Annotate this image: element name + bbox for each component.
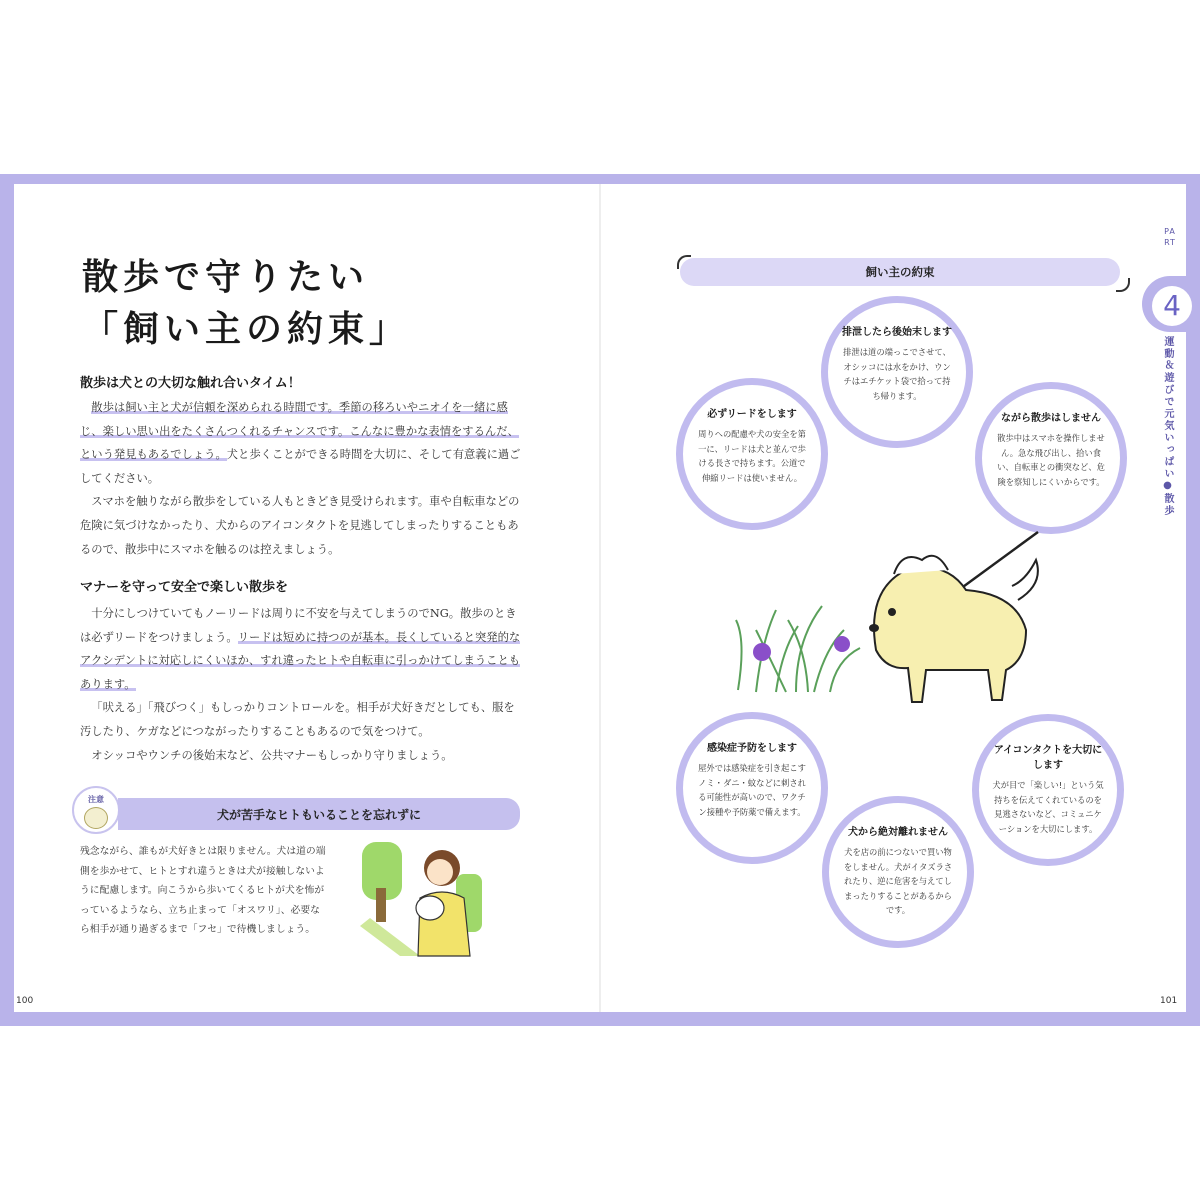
mascot-face-icon — [84, 807, 108, 829]
section-1-heading: 散歩は犬との大切な触れ合いタイム！ — [80, 376, 301, 391]
caution-badge-label: 注意 — [88, 795, 104, 804]
promise-circle — [972, 714, 1124, 866]
paragraph-text: 十分にしつけていてもノーリードは周りに不安を与えてしまうのでNG。散歩のときは必ずリードをつけましょう。 — [80, 607, 517, 644]
person-face — [427, 859, 453, 885]
dog-nose — [869, 624, 879, 632]
dog-body — [874, 568, 1026, 703]
section-1-paragraph-1 — [80, 396, 524, 490]
promise-box-title: 飼い主の約束 — [865, 265, 935, 279]
promise-title: 感染症予防をします — [707, 743, 797, 754]
promise-title: 必ずリードをします — [707, 409, 797, 420]
caution-badge — [72, 786, 120, 834]
flower-icon — [834, 636, 850, 652]
path-ground — [360, 918, 420, 956]
paragraph-text: 犬と歩くことができる時間を大切に、そして有意義に過ごしてください。 — [80, 448, 521, 485]
flower-icon — [753, 643, 771, 661]
promise-circle — [821, 296, 973, 448]
section-2-paragraph-2: 「吠える」「飛びつく」もしっかりコントロールを。相手が犬好きだとしても、服を汚したり、ケガなどにつながったりすることもあるので気をつけて。 — [80, 701, 515, 738]
highlight-text: リードは短めに持つのが基本。長 — [237, 630, 408, 644]
promise-title: 犬から絶対離れません — [848, 827, 948, 838]
highlight-text: イを一緒に感じ、楽しい思い出をたくさんつくれるチャンスです。こんなに — [80, 401, 508, 438]
highlight-text: 散歩は飼い主と犬が信頼を深められる時間です。季節の移ろいやニオ — [91, 401, 441, 414]
promise-body: 犬を店の前につないで買い物をしません。犬がイタズラされたり、逆に危害を与えてしまったりすることがあるからです。 — [843, 847, 953, 915]
promise-circle — [975, 382, 1127, 534]
section-2-body — [80, 602, 524, 767]
section-1-paragraph-2: スマホを触りながら散歩をしている人もときどき見受けられます。車や自転車などの危険に気づけなかったり、犬からのアイコンタクトを見逃してしまったりすることもあるので、散歩中にスマホを触るのは控えましょう。 — [80, 495, 520, 556]
dog-tail — [1012, 560, 1038, 600]
section-1-body — [80, 396, 524, 561]
promise-body: 屋外では感染症を引き起こすノミ・ダニ・蚊などに刺される可能性が高いので、ワクチン接種や予防薬で備えます。 — [698, 763, 806, 817]
section-2-paragraph-3: オシッコやウンチの後始末など、公共マナーもしっかり守りましょう。 — [91, 748, 453, 762]
promise-circle — [676, 378, 828, 530]
page-title — [82, 252, 410, 356]
promise-body: 排泄は道の端っこでさせて、オシッコには水をかけ、ウンチはエチケット袋で拾って持ち帰ります。 — [843, 347, 951, 401]
title-line-1: 散歩で守りたい — [82, 257, 370, 298]
highlight-text: 自転車に引っかけてしまうこともあります。 — [80, 654, 521, 691]
chapter-title-vertical: 運動＆遊びで元気いっぱい●散歩 — [1162, 336, 1173, 517]
promise-title: 排泄したら後始末します — [842, 327, 952, 338]
highlight-text: くしていると突発的なアクシデントに対応しにくいほか、すれ違ったヒトや — [80, 630, 521, 668]
promise-body: 周りへの配慮や犬の安全を第一に、リードは犬と並んで歩ける長さで持ちます。公道で伸縮リードは使いません。 — [698, 429, 806, 483]
promise-title: ながら散歩はしません — [1001, 413, 1101, 424]
tree-trunk — [376, 888, 386, 922]
dog-on-leash-illustration — [726, 530, 1050, 710]
dog-eye — [888, 608, 896, 616]
small-dog-icon — [416, 896, 444, 920]
part-label: PART — [1164, 227, 1176, 247]
chapter-number: 4 — [1152, 286, 1192, 326]
tip-heading-bar — [118, 798, 520, 830]
page-number-left: 100 — [16, 996, 34, 1006]
tip-body: 残念ながら、誰もが犬好きとは限りません。犬は道の端側を歩かせて、ヒトとすれ違うときは犬が接触しないように配慮します。向こうから歩いてくるヒトが犬を怖がっているようなら、立ち止まって「オスワリ」、必要なら相手が通り過ぎるまで「フセ」で待機しましょう。 — [80, 846, 326, 936]
promise-circle — [822, 796, 974, 948]
promise-circle — [676, 712, 828, 864]
section-2-paragraph-1 — [80, 602, 524, 696]
highlight-text: 豊かな表情をするんだ、という発見もあるでしょう。 — [80, 424, 519, 462]
page-gutter — [599, 184, 601, 1012]
page-number-right: 101 — [1160, 996, 1178, 1006]
title-line-2: 「飼い主の約束」 — [82, 309, 411, 350]
person-holding-dog-illustration — [360, 838, 490, 958]
promise-body: 犬が目で「楽しい!」という気持ちを伝えてくれているのを見逃さないなど、コミュニケーションを大切にします。 — [992, 780, 1104, 834]
promise-title: アイコンタクトを大切にします — [993, 745, 1103, 771]
section-2-heading: マナーを守って安全で楽しい散歩を — [80, 580, 289, 595]
tip-heading: 犬が苦手なヒトもいることを忘れずに — [216, 808, 421, 822]
promise-body: 散歩中はスマホを操作しません。急な飛び出し、拾い食い、自転車との衝突など、危険を察知しにくいからです。 — [997, 433, 1105, 487]
promise-box-title-bar — [680, 258, 1120, 286]
